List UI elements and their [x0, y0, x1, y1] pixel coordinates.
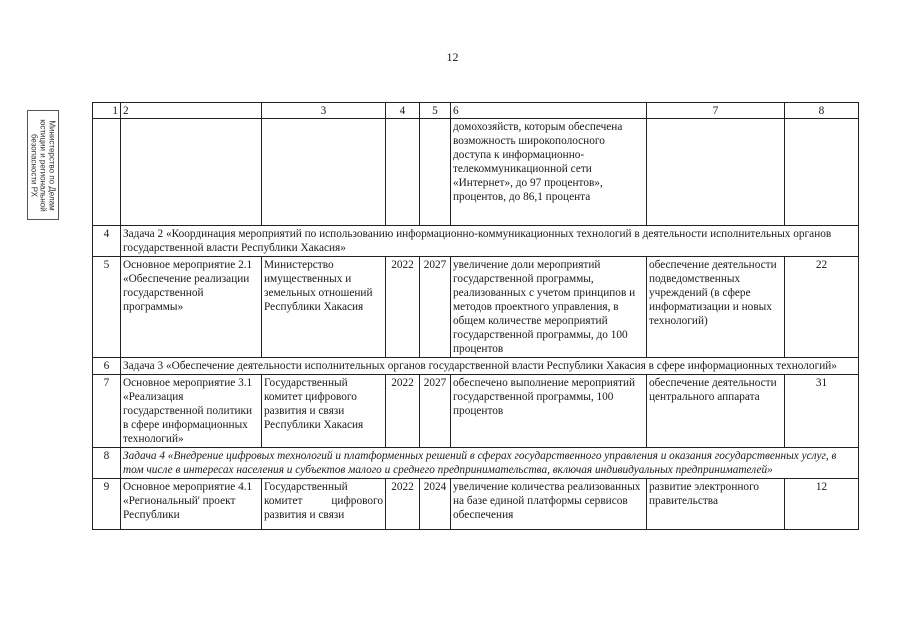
- program-events-table: [92, 102, 859, 530]
- cell-start: 2022: [386, 257, 420, 358]
- cell-num: 6: [93, 358, 121, 375]
- stamp-line-3: безопасности РХ: [29, 133, 39, 197]
- page-number: 12: [446, 50, 459, 64]
- cell-executor: Государственный комитет цифрового развития и связи: [262, 479, 386, 530]
- cell-start: 2022: [386, 375, 420, 448]
- cell-end: 2027: [420, 375, 451, 448]
- stamp-line-1: Министерство по Делам: [47, 119, 57, 211]
- header-cell-1: 1: [93, 103, 121, 119]
- header-cell-2: 2: [121, 103, 262, 119]
- cell-indicator: увеличение доли мероприятий государственной программы, реализованных с учетом принципов и методов проектного управления, в общем количестве мероприятий государственной программы, до 100 процентов: [451, 257, 647, 358]
- cell-num: [93, 119, 121, 226]
- cell-num: 5: [93, 257, 121, 358]
- cell-num: 9: [93, 479, 121, 530]
- table-header-row: [93, 103, 859, 119]
- cell-executor: Государственный комитет цифрового развития и связи Республики Хакасия: [262, 375, 386, 448]
- table-row-event-2-1: [93, 257, 859, 358]
- cell-ref: 22: [785, 257, 859, 358]
- header-cell-8: 8: [785, 103, 859, 119]
- table-row-task-3: [93, 358, 859, 375]
- header-cell-3: 3: [262, 103, 386, 119]
- cell-event: Основное мероприятие 3.1 «Реализация государственной политики в сфере информационных технологий»: [121, 375, 262, 448]
- table-row-event-3-1: [93, 375, 859, 448]
- header-cell-7: 7: [647, 103, 785, 119]
- cell-direction: развитие электронного правительства: [647, 479, 785, 530]
- task-heading: Задача 3 «Обеспечение деятельности исполнительных органов государственной власти Республики Хакасия в сфере информационных технологий»: [121, 358, 859, 375]
- cell-executor: Министерство имущественных и земельных отношений Республики Хакасия: [262, 257, 386, 358]
- cell-ref: 31: [785, 375, 859, 448]
- cell-end: [420, 119, 451, 226]
- header-cell-6: 6: [451, 103, 647, 119]
- cell-num: 8: [93, 448, 121, 479]
- header-cell-4: 4: [386, 103, 420, 119]
- cell-start: 2022: [386, 479, 420, 530]
- cell-end: 2024: [420, 479, 451, 530]
- cell-end: 2027: [420, 257, 451, 358]
- cell-num: 7: [93, 375, 121, 448]
- stamp-text: [30, 119, 57, 211]
- cell-event: Основное мероприятие 2.1 «Обеспечение реализации государственной программы»: [121, 257, 262, 358]
- stamp-line-2: юстиции и региональной: [38, 118, 48, 212]
- table-row-continuation: [93, 119, 859, 226]
- table-row-event-4-1: [93, 479, 859, 530]
- cell-num: 4: [93, 226, 121, 257]
- cell-executor: [262, 119, 386, 226]
- cell-ref: [785, 119, 859, 226]
- registration-stamp: [27, 110, 59, 220]
- table-row-task-2: [93, 226, 859, 257]
- cell-ref: 12: [785, 479, 859, 530]
- cell-event: Основное мероприятие 4.1 «Региональный' проект Республики: [121, 479, 262, 530]
- cell-event: [121, 119, 262, 226]
- table-row-task-4: [93, 448, 859, 479]
- cell-direction: обеспечение деятельности подведомственных учреждений (в сфере информатизации и новых технологий): [647, 257, 785, 358]
- cell-direction: [647, 119, 785, 226]
- header-cell-5: 5: [420, 103, 451, 119]
- cell-indicator: домохозяйств, которым обеспечена возможность широкополосного доступа к информационно-телекоммуникационной сети «Интернет», до 97 процентов», процентов, до 86,1 процента: [451, 119, 647, 226]
- task-heading: Задача 2 «Координация мероприятий по использованию информационно-коммуникационных технологий в деятельности исполнительных органов государственной власти Республики Хакасия»: [121, 226, 859, 257]
- task-heading: Задача 4 «Внедрение цифровых технологий и платформенных решений в сферах государственного управления и оказания государственных услуг, в том числе в интересах населения и субъектов малого и среднего предпринимательства, включая индивидуальных предпринимателей»: [121, 448, 859, 479]
- cell-indicator: увеличение количества реализованных на базе единой платформы сервисов обеспечения: [451, 479, 647, 530]
- cell-indicator: обеспечено выполнение мероприятий государственной программы, 100 процентов: [451, 375, 647, 448]
- cell-direction: обеспечение деятельности центрального аппарата: [647, 375, 785, 448]
- cell-start: [386, 119, 420, 226]
